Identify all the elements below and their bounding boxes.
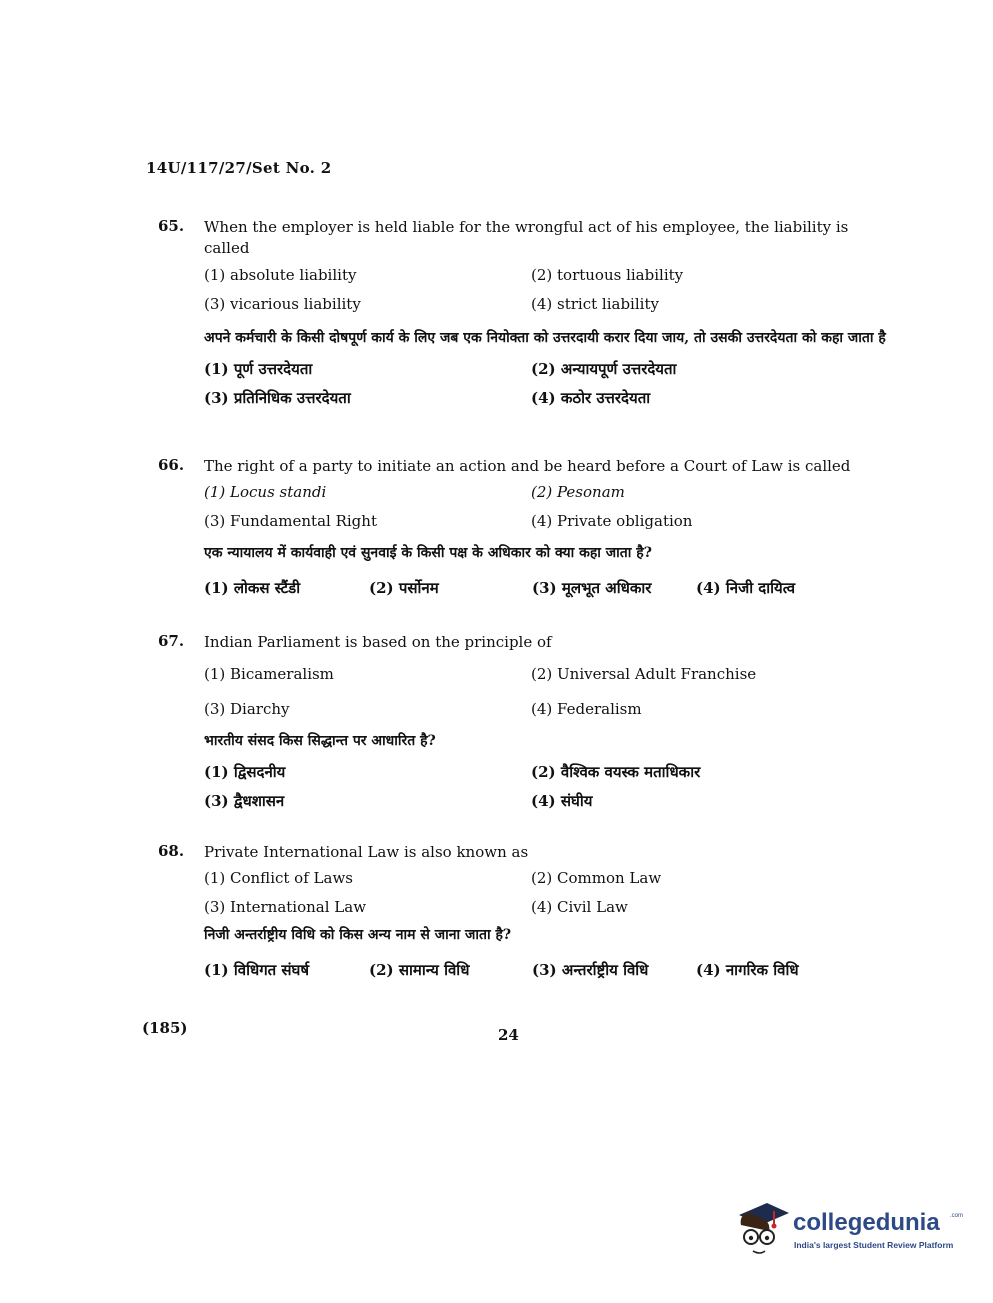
options-hi [204,574,888,603]
option-4-hi: (4) निजी दायित्व [696,579,796,597]
page-number: 24 [498,1026,519,1044]
option-4-hi: (4) नागरिक विधि [696,961,799,979]
option-3: (3) Fundamental Right [204,512,377,530]
options-en [204,479,888,537]
option-1-hi: (1) लोकस स्टैंडी [204,579,301,597]
option-1: (1) Conflict of Laws [204,869,353,887]
collegedunia-logo [733,1195,965,1265]
option-1-hi: (1) विधिगत संघर्ष [204,961,310,979]
question-68 [158,842,888,985]
option-3-hi: (3) द्वैधशासन [204,792,285,810]
question-text-en: When the employer is held liable for the wrongful act of his employee, the liability is called [204,218,849,257]
question-text-en: Indian Parliament is based on the principle of [204,633,552,651]
options-hi [204,956,888,985]
option-2-hi: (2) अन्यायपूर्ण उत्तरदेयता [531,360,677,378]
option-4: (4) Federalism [531,700,642,718]
question-number: 67. [158,632,185,650]
option-1-hi: (1) द्विसदनीय [204,763,286,781]
options-en [204,661,888,725]
options-en [204,865,888,923]
brand-tagline: India's largest Student Review Platform [794,1240,954,1250]
option-2-hi: (2) पर्सोनम [369,579,439,597]
question-text-hi: निजी अन्तर्राष्ट्रीय विधि को किस अन्य नाम से जाना जाता है? [204,927,512,943]
option-2: (2) tortuous liability [531,266,684,284]
options-hi [204,355,888,413]
option-4: (4) Private obligation [531,512,693,530]
option-4-hi: (4) संघीय [531,792,593,810]
question-number: 66. [158,456,185,474]
mascot-icon [733,1197,791,1259]
question-text-hi: भारतीय संसद किस सिद्धान्त पर आधारित है? [204,733,436,749]
question-text-en: The right of a party to initiate an action and be heard before a Court of Law is called [204,457,851,475]
options-hi [204,758,888,816]
question-text-en: Private International Law is also known as [204,843,529,861]
option-2-hi: (2) वैश्विक वयस्क मताधिकार [531,763,701,781]
question-66 [158,456,888,603]
question-number: 65. [158,217,185,235]
option-4: (4) Civil Law [531,898,628,916]
option-2: (2) Universal Adult Franchise [531,665,757,683]
question-67 [158,632,888,816]
brand-domain: .com [950,1213,964,1219]
option-2: (2) Common Law [531,869,662,887]
footer-code: (185) [142,1019,188,1037]
set-code-header: 14U/117/27/Set No. 2 [146,159,332,177]
option-3: (3) vicarious liability [204,295,361,313]
option-4: (4) strict liability [531,295,659,313]
option-3: (3) Diarchy [204,700,290,718]
question-number: 68. [158,842,185,860]
option-2-hi: (2) सामान्य विधि [369,961,470,979]
option-3-hi: (3) अन्तर्राष्ट्रीय विधि [532,961,649,979]
option-2: (2) Pesonam [531,483,625,501]
option-1-hi: (1) पूर्ण उत्तरदेयता [204,360,313,378]
question-text-hi: एक न्यायालय में कार्यवाही एवं सुनवाई के किसी पक्ष के अधिकार को क्या कहा जाता है? [204,545,652,561]
option-3-hi: (3) मूलभूत अधिकार [532,579,652,597]
question-text-hi: अपने कर्मचारी के किसी दोषपूर्ण कार्य के लिए जब एक नियोक्ता को उत्तरदायी करार दिया जाय, तो उसकी उत्तरदेयता को कहा जाता है [204,330,886,346]
option-1: (1) Locus standi [204,483,327,501]
option-4-hi: (4) कठोर उत्तरदेयता [531,389,651,407]
option-1: (1) Bicameralism [204,665,334,683]
brand-name: collegedunia [793,1209,940,1236]
option-1: (1) absolute liability [204,266,357,284]
question-65 [158,217,888,413]
options-en [204,262,888,320]
option-3-hi: (3) प्रतिनिधिक उत्तरदेयता [204,389,351,407]
option-3: (3) International Law [204,898,367,916]
